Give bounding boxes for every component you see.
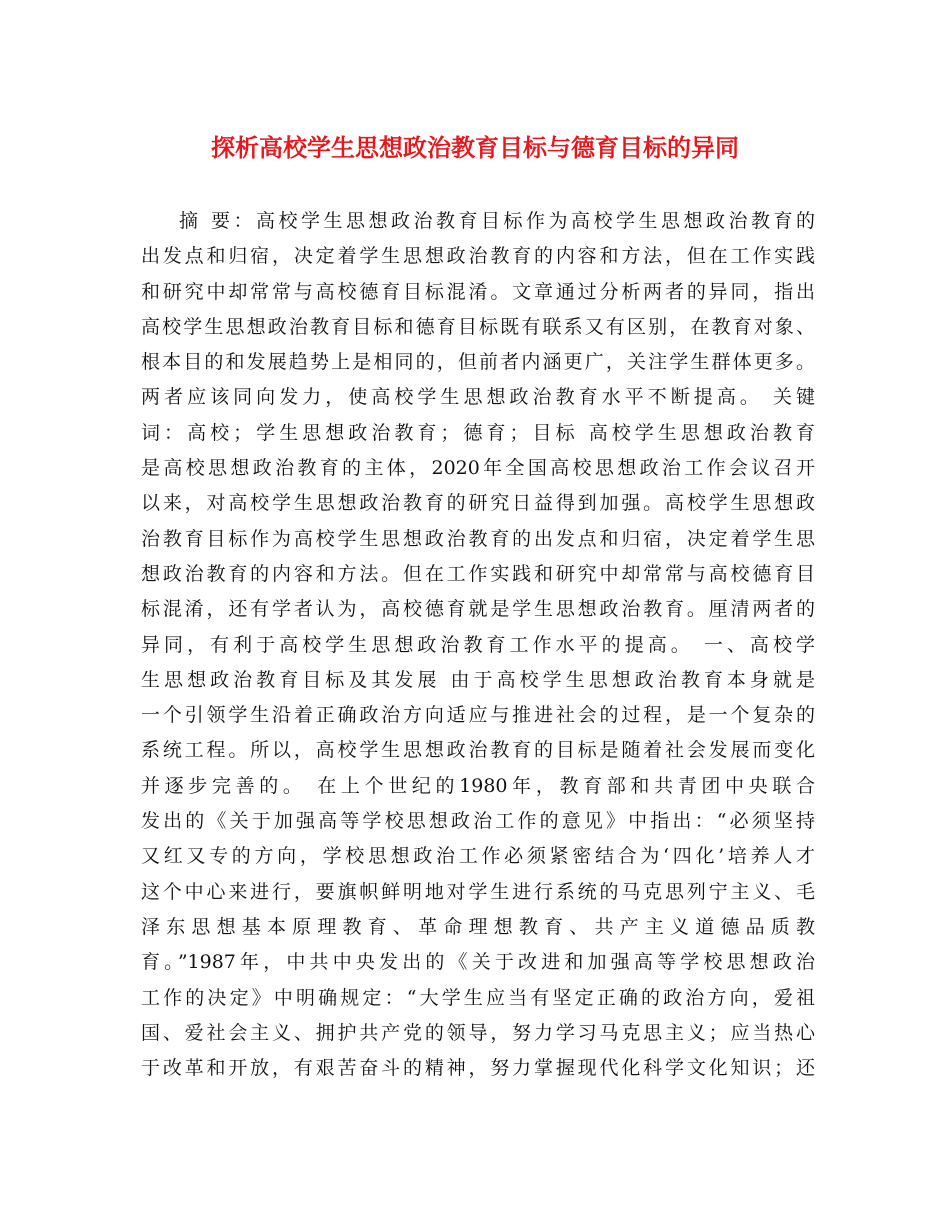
body-line: 两者应该同向发力，使高校学生思想政治教育水平不断提高。 关键 [141, 386, 815, 409]
body-line: 又红又专的方向，学校思想政治工作必须紧密结合为‘四化’培养人才 [141, 845, 815, 868]
body-line: 高校学生思想政治教育目标和德育目标既有联系又有区别，在教育对象、 [141, 315, 815, 338]
body-line: 标混淆，还有学者认为，高校德育就是学生思想政治教育。厘清两者的 [141, 598, 815, 621]
body-line: 生思想政治教育目标及其发展 由于高校学生思想政治教育本身就是 [141, 668, 815, 691]
body-line: 摘 要：高校学生思想政治教育目标作为高校学生思想政治教育的 [179, 210, 815, 232]
document-title: 探析高校学生思想政治教育目标与德育目标的异同 [211, 133, 739, 162]
document-body [141, 204, 815, 1086]
body-line: 于改革和开放，有艰苦奋斗的精神，努力掌握现代化科学文化知识；还 [141, 1057, 815, 1080]
body-line: 想政治教育的内容和方法。但在工作实践和研究中却常常与高校德育目 [141, 562, 815, 585]
body-line: 泽东思想基本原理教育、革命理想教育、共产主义道德品质教 [141, 915, 815, 938]
body-line: 治教育目标作为高校学生思想政治教育的出发点和归宿，决定着学生思 [141, 527, 815, 550]
body-line: 和研究中却常常与高校德育目标混淆。文章通过分析两者的异同，指出 [141, 280, 815, 303]
body-line: 异同，有利于高校学生思想政治教育工作水平的提高。 一、高校学 [141, 633, 815, 656]
body-line: 出发点和归宿，决定着学生思想政治教育的内容和方法，但在工作实践 [141, 245, 815, 268]
body-line: 国、爱社会主义、拥护共产党的领导，努力学习马克思主义；应当热心 [141, 1021, 815, 1044]
body-line: 这个中心来进行，要旗帜鲜明地对学生进行系统的马克思列宁主义、毛 [141, 880, 815, 903]
body-line: 系统工程。所以，高校学生思想政治教育的目标是随着社会发展而变化 [141, 739, 815, 762]
body-line: 育。”1987年，中共中央发出的《关于改进和加强高等学校思想政治 [141, 951, 815, 974]
body-line: 发出的《关于加强高等学校思想政治工作的意见》中指出：“必须坚持 [141, 810, 815, 833]
body-line: 是高校思想政治教育的主体，2020年全国高校思想政治工作会议召开 [141, 457, 815, 480]
body-line: 词：高校；学生思想政治教育；德育；目标 高校学生思想政治教育 [141, 421, 815, 444]
body-line: 根本目的和发展趋势上是相同的，但前者内涵更广，关注学生群体更多。 [141, 351, 815, 374]
body-line: 以来，对高校学生思想政治教育的研究日益得到加强。高校学生思想政 [141, 492, 815, 515]
body-line: 工作的决定》中明确规定：“大学生应当有坚定正确的政治方向，爱祖 [141, 986, 815, 1009]
body-line: 一个引领学生沿着正确政治方向适应与推进社会的过程，是一个复杂的 [141, 704, 815, 727]
body-line: 并逐步完善的。 在上个世纪的1980年，教育部和共青团中央联合 [141, 774, 815, 797]
